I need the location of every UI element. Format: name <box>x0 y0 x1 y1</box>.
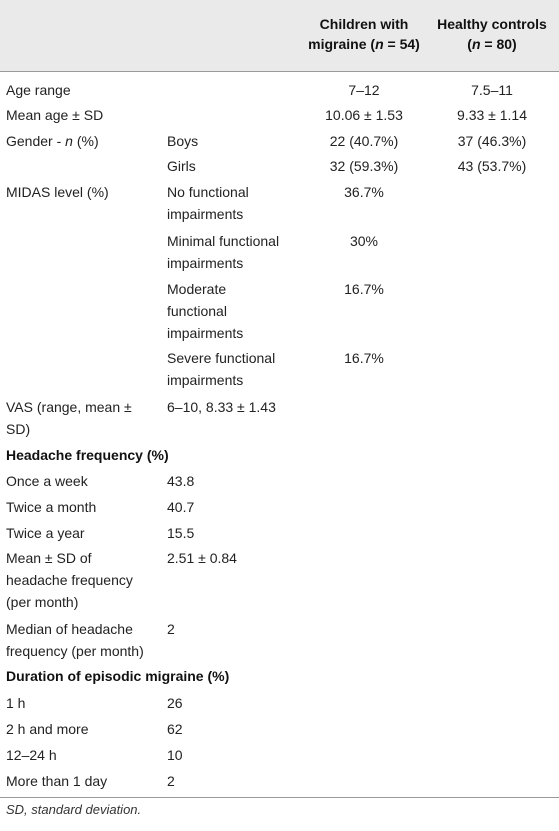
midas-moderate-line3: impairments <box>167 325 244 341</box>
header-controls <box>430 14 554 54</box>
gender-boys-label: Boys <box>167 133 199 149</box>
midas-moderate-line2: functional <box>167 303 227 319</box>
freq-median-label <box>6 618 164 662</box>
freq-once-week-label: Once a week <box>6 473 88 489</box>
gender-boys-patients: 22 (40.7%) <box>329 133 399 149</box>
age-range-controls: 7.5–11 <box>471 82 513 98</box>
freq-twice-month-label: Twice a month <box>6 499 97 515</box>
age-range-patients: 7–12 <box>348 82 380 98</box>
freq-median-value: 2 <box>167 621 175 637</box>
freq-mean-sd-label <box>6 547 164 613</box>
mean-age-controls: 9.33 ± 1.14 <box>457 107 527 123</box>
gender-boys-controls: 37 (46.3%) <box>457 133 527 149</box>
dur-2h-label: 2 h and more <box>6 721 89 737</box>
freq-mean-sd-value: 2.51 ± 0.84 <box>167 550 237 566</box>
freq-median-line1: Median of headache <box>6 621 133 637</box>
header-patients-line2: migraine (n = 54) <box>308 36 420 52</box>
midas-minimal-value: 30% <box>349 233 379 249</box>
vas-line1: VAS (range, mean ± <box>6 399 132 415</box>
dur-12-24h-label: 12–24 h <box>6 747 57 763</box>
freq-twice-year-label: Twice a year <box>6 525 85 541</box>
header-divider <box>0 71 559 72</box>
gender-girls-label: Girls <box>167 158 196 174</box>
dur-day-label: More than 1 day <box>6 773 108 789</box>
dur-2h-value: 62 <box>167 721 183 737</box>
freq-twice-month-value: 40.7 <box>167 499 195 515</box>
header-patients <box>300 14 428 54</box>
midas-no-value: 36.7% <box>344 184 384 200</box>
midas-severe-value: 16.7% <box>344 350 384 366</box>
row-label-vas <box>6 396 164 440</box>
gender-girls-controls: 43 (53.7%) <box>457 158 527 174</box>
freq-twice-year-value: 15.5 <box>167 525 195 541</box>
dur-12-24h-value: 10 <box>167 747 183 763</box>
header-patients-line1: Children with <box>319 16 409 32</box>
row-label-age-range: Age range <box>6 82 71 98</box>
row-label-midas: MIDAS level (%) <box>6 184 109 200</box>
table-header <box>0 0 559 71</box>
row-label-gender: Gender - n (%) <box>6 133 99 149</box>
freq-median-line2: frequency (per month) <box>6 643 144 659</box>
dur-1h-label: 1 h <box>6 695 26 711</box>
freq-mean-sd-line2: headache frequency <box>6 572 133 588</box>
freq-mean-sd-line3: (per month) <box>6 594 79 610</box>
freq-mean-sd-line1: Mean ± SD of <box>6 550 92 566</box>
row-label-mean-age: Mean age ± SD <box>6 107 104 123</box>
freq-once-week-value: 43.8 <box>167 473 195 489</box>
vas-line2: SD) <box>6 421 31 437</box>
mean-age-patients: 10.06 ± 1.53 <box>325 107 403 123</box>
midas-no-line2: impairments <box>167 206 244 222</box>
midas-severe-line1: Severe functional <box>167 350 276 366</box>
midas-no-line1: No functional <box>167 184 249 200</box>
midas-moderate-label <box>167 278 297 344</box>
midas-severe-label <box>167 347 297 391</box>
table-bottom-rule <box>0 797 559 798</box>
midas-minimal-line2: impairments <box>167 255 244 271</box>
vas-value: 6–10, 8.33 ± 1.43 <box>167 399 276 415</box>
dur-1h-value: 26 <box>167 695 183 711</box>
midas-severe-line2: impairments <box>167 372 244 388</box>
midas-minimal-label <box>167 230 297 274</box>
midas-moderate-line1: Moderate <box>167 281 227 297</box>
midas-moderate-value: 16.7% <box>344 281 384 297</box>
header-controls-line2: (n = 80) <box>467 36 517 52</box>
section-headache-frequency: Headache frequency (%) <box>6 447 169 463</box>
section-duration: Duration of episodic migraine (%) <box>6 668 230 684</box>
midas-no-label <box>167 181 297 225</box>
footnote: SD, standard deviation. <box>6 802 142 817</box>
midas-minimal-line1: Minimal functional <box>167 233 280 249</box>
header-controls-line1: Healthy controls <box>437 16 547 32</box>
gender-girls-patients: 32 (59.3%) <box>329 158 399 174</box>
dur-day-value: 2 <box>167 773 175 789</box>
